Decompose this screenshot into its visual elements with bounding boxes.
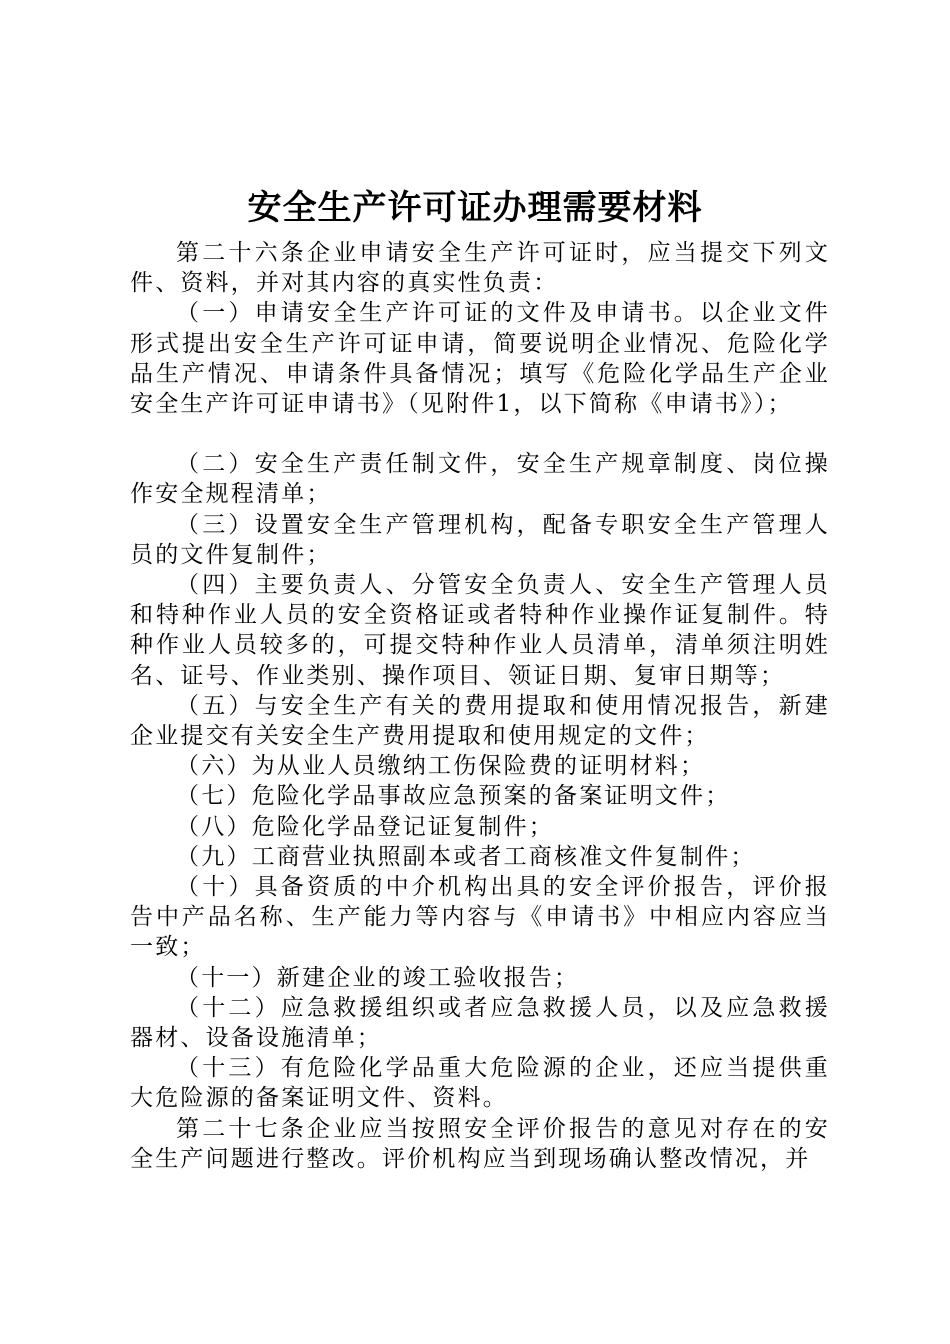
article-26-intro: 第二十六条企业申请安全生产许可证时，应当提交下列文件、资料，并对其内容的真实性负责：: [130, 240, 830, 297]
paragraph-spacer: [130, 419, 830, 449]
item-8: （八）危险化学品登记证复制件；: [176, 813, 554, 840]
item-12: （十二）应急救援组织或者应急救援人员，以及应急救援器材、设备设施清单；: [130, 994, 830, 1052]
document-title: 安全生产许可证办理需要材料: [247, 188, 703, 228]
item-1: （一）申请安全生产许可证的文件及申请书。以企业文件形式提出安全生产许可证申请，简要说明企业情况、危险化学品生产情况、申请条件具备情况；填写《危险化学品生产企业安全生产许可证申请书》（见附件1，以下简称《申请书》）；: [130, 300, 830, 418]
item-3: （三）设置安全生产管理机构，配备专职安全生产管理人员的文件复制件；: [130, 511, 830, 568]
item-10: （十）具备资质的中介机构出具的安全评价报告，评价报告中产品名称、生产能力等内容与《申请书》中相应内容应当一致；: [130, 874, 830, 961]
document-body: [130, 238, 830, 1174]
item-4: （四）主要负责人、分管安全负责人、安全生产管理人员和特种作业人员的安全资格证或者特种作业操作证复制件。特种作业人员较多的，可提交特种作业人员清单，清单须注明姓名、证号、作业类别、操作项目、领证日期、复审日期等；: [130, 572, 830, 689]
item-6: （六）为从业人员缴纳工伤保险费的证明材料；: [176, 753, 706, 780]
item-13: （十三）有危险化学品重大危险源的企业，还应当提供重大危险源的备案证明文件、资料。: [130, 1055, 830, 1112]
item-2: （二）安全生产责任制文件，安全生产规章制度、岗位操作安全规程清单；: [130, 451, 830, 508]
article-27-intro: 第二十七条企业应当按照安全评价报告的意见对存在的安全生产问题进行整改。评价机构应当到现场确认整改情况，并: [130, 1115, 830, 1172]
item-9: （九）工商营业执照副本或者工商核准文件复制件；: [176, 843, 756, 870]
item-7: （七）危险化学品事故应急预案的备案证明文件；: [176, 783, 731, 810]
item-5: （五）与安全生产有关的费用提取和使用情况报告，新建企业提交有关安全生产费用提取和使用规定的文件；: [130, 692, 830, 750]
item-11: （十一）新建企业的竣工验收报告；: [176, 964, 580, 991]
